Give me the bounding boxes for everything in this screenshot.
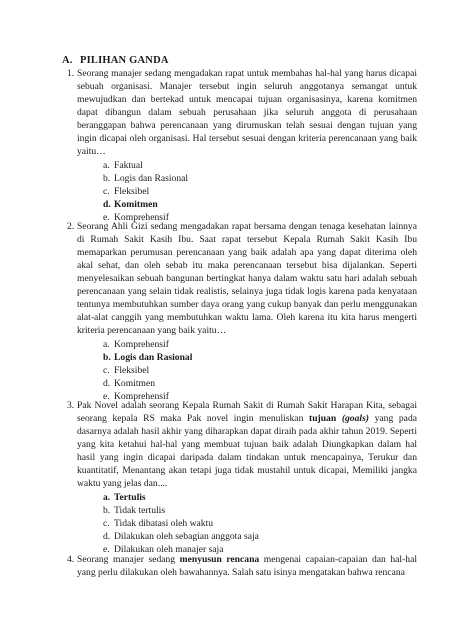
option-d <box>77 377 417 390</box>
question-number: 1. <box>67 68 75 79</box>
question-text <box>77 553 417 579</box>
section-heading <box>62 55 169 66</box>
option-c <box>77 364 417 377</box>
option-letter: b. <box>103 173 111 184</box>
question-number: 3. <box>67 400 75 411</box>
option-text: Dilakukan oleh sebagian anggota saja <box>114 531 259 542</box>
question-text: Seorang Ahli Gizi sedang mengadakan rapat bersama dengan tenaga kesehatan lainnya di Rumah Sakit Kasih Ibu. Saat rapat tersebut Kepala Rumah Sakit Kasih Ibu memaparkan perumusan perencanaan yang baik adalah apa yang dapat diterima oleh akal sehat, dan oleh sebab itu maka perencanaan tersebut bisa dijalankan. Seperti menyelesaikan sebuah bangunan bertingkat hanya dalam waktu satu hari adalah sebuah perencanaan yang selain tidak realistis, selainya juga tidak logis karena pada kenyataan tentunya membutuhkan sumber daya orang yang cukup banyak dan perlu menggunakan alat-alat canggih yang membutuhkan waktu lama. Oleh karena itu kita harus mengerti kriteria perencanaan yang baik yaitu… <box>77 221 417 336</box>
option-letter: e. <box>103 212 110 223</box>
option-letter: d. <box>103 199 111 210</box>
option-letter: d. <box>103 531 111 542</box>
options-list <box>77 491 417 556</box>
option-b <box>77 504 417 517</box>
option-c <box>77 185 417 198</box>
question-text: Seorang manajer sedang mengadakan rapat untuk membahas hal-hal yang harus dicapai sebuah organisasi. Manajer tersebut ingin seluruh anggotanya semangat untuk mewujudkan dan bertekad untuk mencapai tujuan organisasinya, karena komitmen dapat dibangun dalam sebuah perusahaan jika seluruh anggota di perusahaan beranggapan bahwa perencanaan yang dirumuskan telah sesuai dengan tujuan yang ingin dicapai oleh organisasi. Hal tersebut sesuai dengan kriteria perencanaan yang baik yaitu… <box>77 68 417 157</box>
question-text <box>77 399 417 490</box>
option-a-correct <box>77 491 417 504</box>
question-keyword: tujuan <box>309 413 342 424</box>
question-number: 4. <box>67 554 75 565</box>
option-text: Komitmen <box>114 199 158 210</box>
question-3 <box>67 399 417 556</box>
option-letter: b. <box>103 352 111 363</box>
question-number: 2. <box>67 221 75 232</box>
option-text: Logis dan Rasional <box>114 352 193 363</box>
options-list <box>77 338 417 403</box>
question-text-start: Seorang manajer sedang <box>77 554 180 565</box>
option-text: Komprehensif <box>114 212 169 223</box>
option-b <box>77 172 417 185</box>
option-d <box>77 530 417 543</box>
question-2 <box>67 220 417 403</box>
question-text-start: Pak Novel adalah seorang Kepala Rumah Sakit di Rumah Sakit Harapan Kita, sebagai seorang kepala RS maka Pak novel ingin menuliskan <box>77 400 417 424</box>
option-text: Komitmen <box>114 378 156 389</box>
option-c <box>77 517 417 530</box>
option-letter: e. <box>103 544 110 555</box>
section-title: PILIHAN GANDA <box>80 55 169 66</box>
section-letter: A. <box>62 55 73 66</box>
option-letter: a. <box>103 160 110 171</box>
options-list <box>77 159 417 224</box>
option-letter: a. <box>103 492 111 503</box>
question-1 <box>67 67 417 224</box>
option-text: Komprehensif <box>114 391 169 402</box>
option-a <box>77 159 417 172</box>
option-a <box>77 338 417 351</box>
option-letter: c. <box>103 186 110 197</box>
option-text: Faktual <box>114 160 143 171</box>
option-text: Fleksibel <box>114 365 150 376</box>
question-keyword-italic: (goals) <box>341 413 369 424</box>
option-text: Fleksibel <box>114 186 150 197</box>
option-text: Komprehensif <box>114 339 169 350</box>
option-text: Logis dan Rasional <box>114 173 189 184</box>
option-letter: c. <box>103 365 110 376</box>
question-text-end: mengenai capaian-capaian dan hal-hal yang perlu dilakukan oleh bawahannya. Salah satu isinya mengatakan bahwa rencana <box>77 554 418 578</box>
option-text: Dilakukan oleh manajer saja <box>114 544 224 555</box>
option-letter: d. <box>103 378 111 389</box>
option-text: Tertulis <box>114 492 146 503</box>
option-letter: a. <box>103 339 110 350</box>
option-d-correct <box>77 198 417 211</box>
question-4 <box>67 553 418 579</box>
option-letter: c. <box>103 518 110 529</box>
option-text: Tidak dibatasi oleh waktu <box>114 518 214 529</box>
option-text: Tidak tertulis <box>114 505 166 516</box>
option-letter: e. <box>103 391 110 402</box>
option-b-correct <box>77 351 417 364</box>
question-keyword: menyusun rencana <box>179 554 260 565</box>
question-text-end: yang pada dasarnya adalah hasil akhir yang diharapkan dapat diraih pada akhir tahun 2019. Seperti yang kita ketahui hal-hal yang membuat tujuan baik adalah Diungkapkan dalam hal hasil yang ingin dicapai daripada dalam tindakan untuk mencapainya, Terukur dan kuantitatif, Menantang akan tetapi juga tidak mustahil untuk dicapai, Memiliki jangka waktu yang jelas dan.... <box>77 413 417 489</box>
option-letter: b. <box>103 505 111 516</box>
